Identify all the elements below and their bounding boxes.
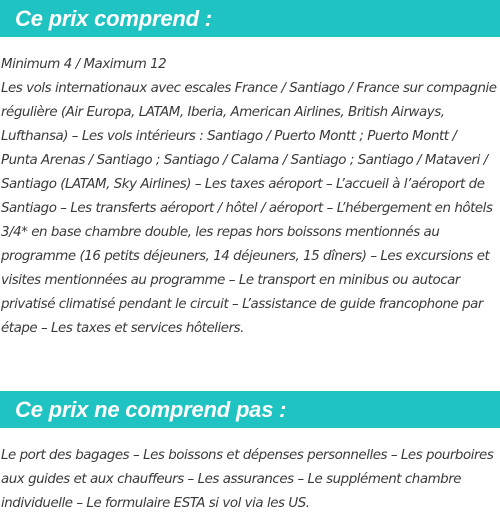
includes-line: Santiago (LATAM, Sky Airlines) – Les taxes aéroport – L’accueil à l’aéroport de <box>1 177 485 192</box>
includes-text <box>1 53 498 341</box>
includes-line: Lufthansa) – Les vols intérieurs : Santiago / Puerto Montt ; Puerto Montt / <box>1 129 457 144</box>
excludes-text <box>1 444 498 516</box>
excludes-line: Le port des bagages – Les boissons et dépenses personnelles – Les pourboires <box>1 448 494 463</box>
includes-line: étape – Les taxes et services hôteliers. <box>1 321 244 336</box>
excludes-title: Ce prix ne comprend pas : <box>15 396 287 422</box>
includes-line: visites mentionnées au programme – Le transport en minibus ou autocar <box>1 273 460 288</box>
includes-line: Les vols internationaux avec escales France / Santiago / France sur compagnie <box>1 81 497 96</box>
excludes-line: aux guides et aux chauffeurs – Les assurances – Le supplément chambre <box>1 472 462 487</box>
includes-line: Minimum 4 / Maximum 12 <box>1 57 167 72</box>
excludes-line: individuelle – Le formulaire ESTA si vol via les US. <box>1 496 310 511</box>
includes-line: Punta Arenas / Santiago ; Santiago / Calama / Santiago ; Santiago / Mataveri / <box>1 153 488 168</box>
includes-line: programme (16 petits déjeuners, 14 déjeuners, 15 dîners) – Les excursions et <box>1 249 490 264</box>
includes-line: 3/4* en base chambre double, les repas hors boissons mentionnés au <box>1 225 440 240</box>
includes-title: Ce prix comprend : <box>15 5 212 31</box>
includes-line: privatisé climatisé pendant le circuit – L’assistance de guide francophone par <box>1 297 483 312</box>
includes-header <box>0 0 500 37</box>
includes-line: Santiago – Les transferts aéroport / hôtel / aéroport – L’hébergement en hôtels <box>1 201 493 216</box>
excludes-header <box>0 391 500 428</box>
includes-line: régulière (Air Europa, LATAM, Iberia, American Airlines, British Airways, <box>1 105 445 120</box>
